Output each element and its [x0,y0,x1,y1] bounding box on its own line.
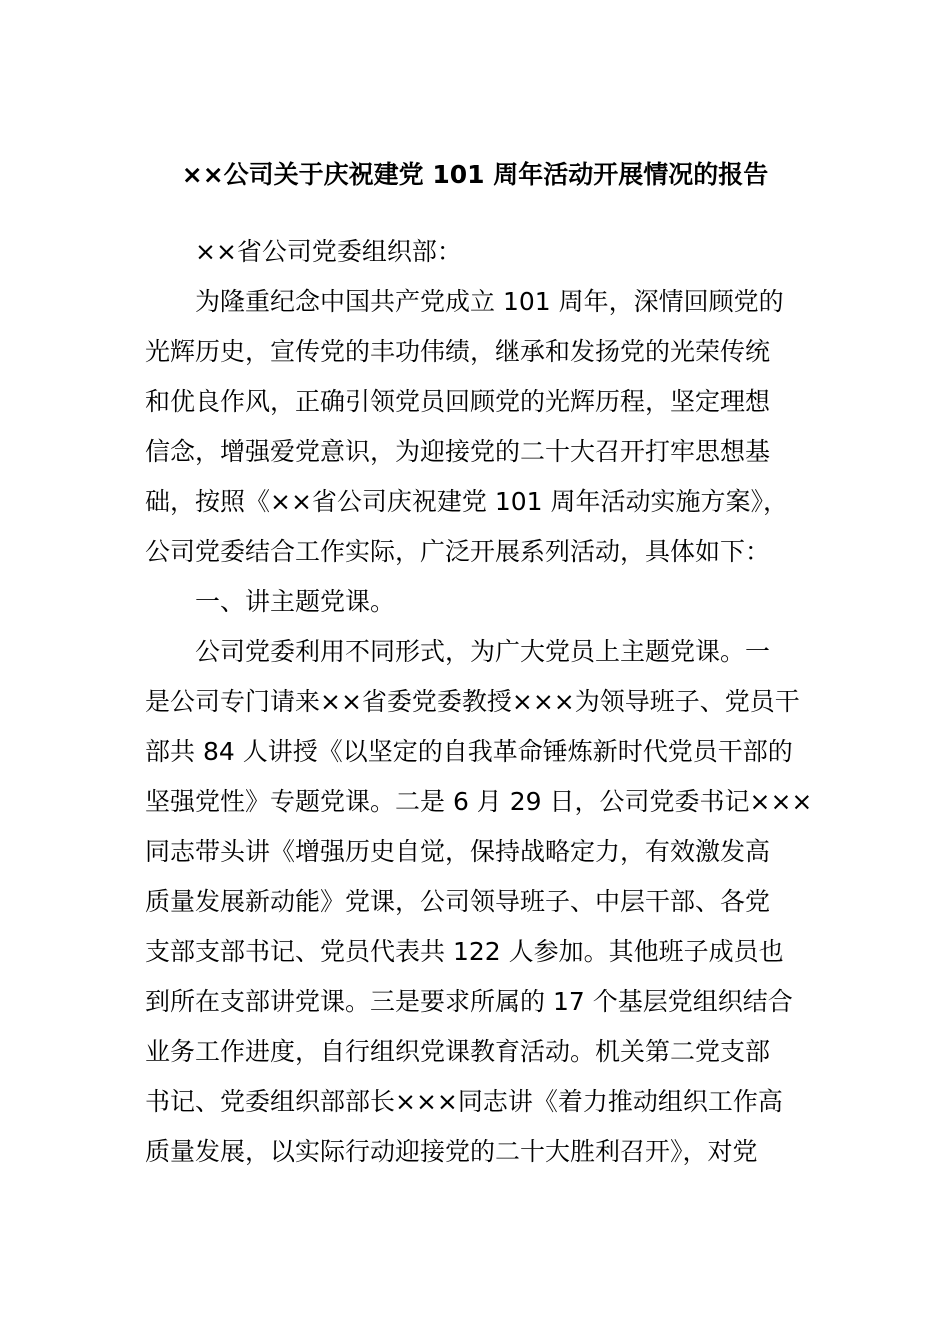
body-line: 公司党委利用不同形式，为广大党员上主题党课。一 [195,637,771,666]
body-line: 一、讲主题党课。 [195,587,396,616]
body-line: 光辉历史，宣传党的丰功伟绩，继承和发扬党的光荣传统 [145,337,771,366]
body-line: 信念，增强爱党意识，为迎接党的二十大召开打牢思想基 [145,437,771,466]
document-body [145,227,813,1177]
body-line: 和优良作风，正确引领党员回顾党的光辉历程，坚定理想 [145,387,771,416]
body-line: 书记、党委组织部部长×××同志讲《着力推动组织工作高 [145,1087,783,1116]
body-line: 是公司专门请来××省委党委教授×××为领导班子、党员干 [145,687,800,716]
body-line: 同志带头讲《增强历史自觉，保持战略定力，有效激发高 [145,837,771,866]
body-line: 础，按照《××省公司庆祝建党 101 周年活动实施方案》， [145,487,789,516]
body-line: 质量发展新动能》党课，公司领导班子、中层干部、各党 [145,887,771,916]
body-line: 支部支部书记、党员代表共 122 人参加。其他班子成员也 [145,937,784,966]
body-line: 部共 84 人讲授《以坚定的自我革命锤炼新时代党员干部的 [145,737,793,766]
body-line: 坚强党性》专题党课。二是 6 月 29 日，公司党委书记××× [145,787,813,816]
body-line: 公司党委结合工作实际，广泛开展系列活动，具体如下： [145,537,771,566]
body-line: 质量发展，以实际行动迎接党的二十大胜利召开》，对党 [145,1137,758,1166]
body-line: 为隆重纪念中国共产党成立 101 周年，深情回顾党的 [195,287,784,316]
body-line: 到所在支部讲党课。三是要求所属的 17 个基层党组织结合 [145,987,793,1016]
document-title: ××公司关于庆祝建党 101 周年活动开展情况的报告 [181,160,769,189]
body-line: ××省公司党委组织部： [195,237,462,266]
body-line: 业务工作进度，自行组织党课教育活动。机关第二党支部 [145,1037,771,1066]
